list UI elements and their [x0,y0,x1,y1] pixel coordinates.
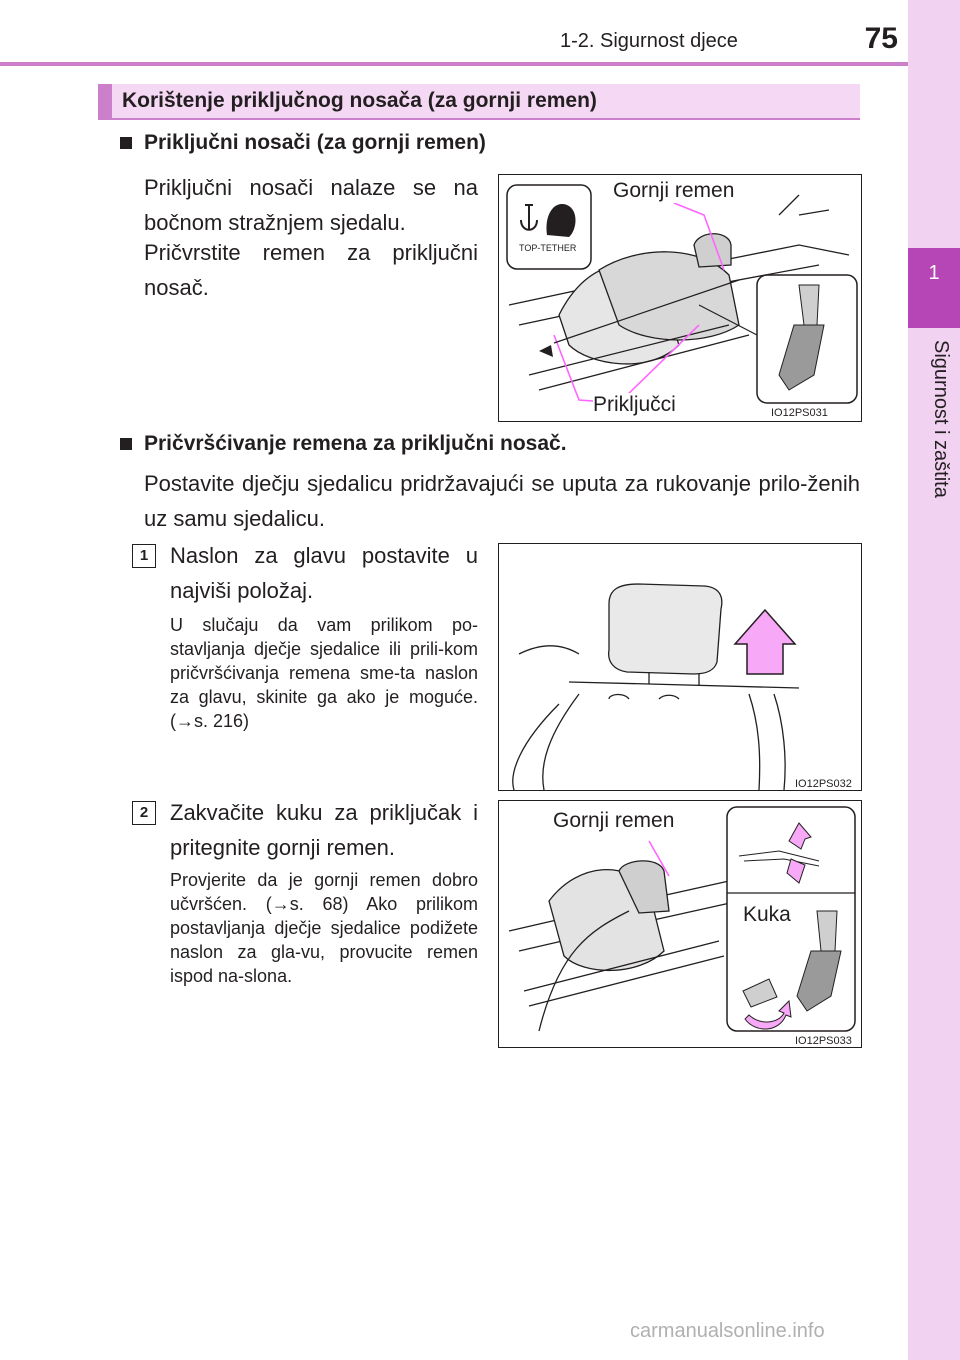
figure-code: IO12PS032 [795,778,852,790]
section-title: Korištenje priključnog nosača (za gornji remen) [122,89,597,112]
page-number: 75 [864,22,898,55]
chapter-number: 1 [928,262,940,284]
bullet-heading-text: Priključni nosači (za gornji remen) [144,131,486,154]
paragraph-install-instructions: Postavite dječju sjedalicu pridržavajući se uputa za rukovanje prilo-ženih uz samu sjedalicu. [144,471,860,531]
figure-tether-anchors [498,174,862,422]
bullet-square-icon [120,137,132,149]
figure-label-top-tether: Gornji remen [553,809,675,832]
paragraph-attach: Pričvrstite remen za priključni nosač. [144,240,478,300]
figure-code: IO12PS033 [795,1035,852,1047]
step-2-note: Provjerite da je gornji remen dobro učvršćen. (→s. 68) Ako prilikom postavljanja dječje sjedalice podižete naslon za gla-vu, provucite remen ispod na-slona. [170,870,478,986]
paragraph-location: Priključni nosači nalaze se na bočnom stražnjem sjedalu. [144,175,478,235]
figure-label-top-tether: Gornji remen [613,179,735,202]
bullet-heading-anchors [120,131,840,155]
figure-label-hook: Kuka [743,903,791,926]
step-2-text: Zakvačite kuku za priključak i pritegnite gornji remen. [170,800,478,860]
step-1-text: Naslon za glavu postavite u najviši položaj. [170,543,478,603]
section-heading-bar [98,84,860,120]
hook-illustration [499,801,861,1047]
running-header: 1-2. Sigurnost djece [560,30,738,52]
figure-label-anchors: Priključci [593,393,676,416]
chapter-marker [908,248,960,328]
top-tether-icon-label: TOP-TETHER [519,243,577,253]
chapter-title: Sigurnost i zaštita [930,340,952,498]
step-1-note: U slučaju da vam prilikom po-stavljanja dječje sjedalice ili prili-kom pričvršćivanja remena sme-ta naslon za glavu, skinite ga ako je moguće. (→s. 216) [170,615,478,731]
figure-hook-tighten [498,800,862,1048]
headrest-illustration [499,544,861,790]
step-number-1: 1 [132,544,156,568]
bullet-heading-text: Pričvršćivanje remena za priključni nosač. [144,432,567,455]
tether-anchor-illustration [499,175,861,421]
bullet-heading-attach [120,432,860,456]
header-rule [0,62,908,66]
step-number-2: 2 [132,801,156,825]
watermark: carmanualsonline.info [630,1320,825,1342]
bullet-square-icon [120,438,132,450]
figure-headrest [498,543,862,791]
chapter-side-tab [908,0,960,1360]
figure-code: IO12PS031 [771,407,828,419]
